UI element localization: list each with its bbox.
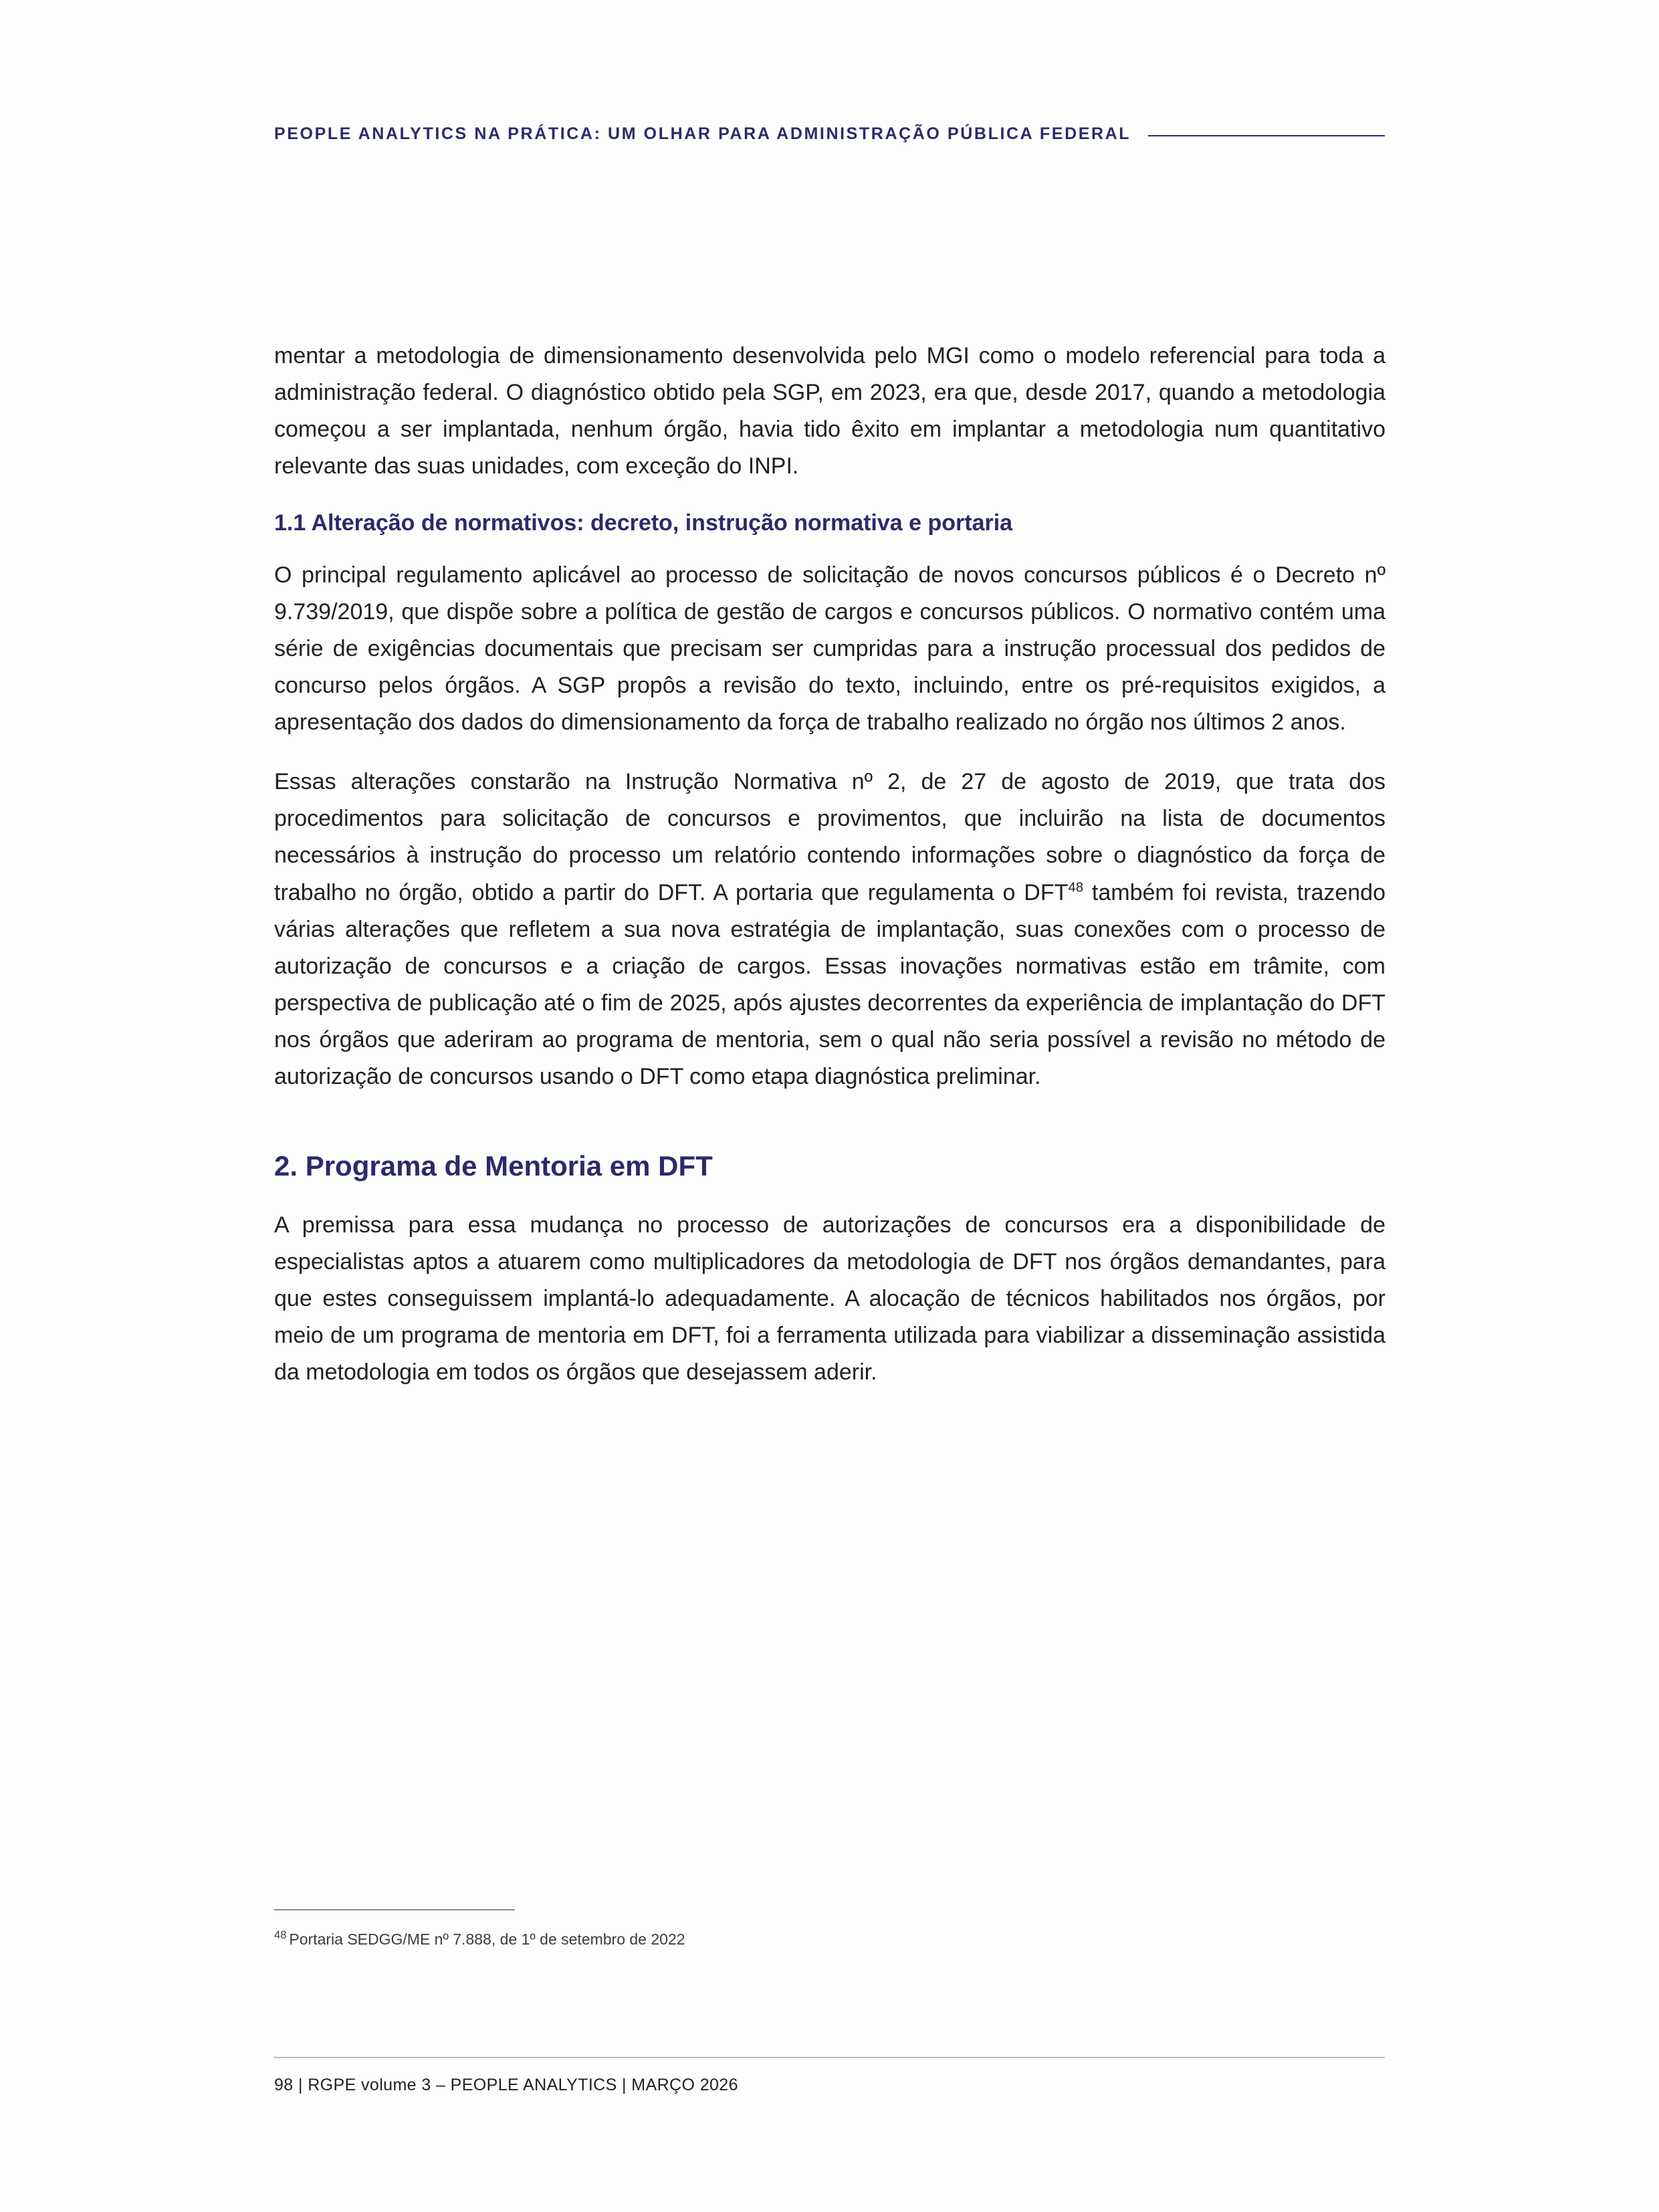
paragraph-1: mentar a metodologia de dimensionamento desenvolvida pelo MGI como o modelo referencial para toda a administração federal. O diagnóstico obtido pela SGP, em 2023, era que, desde 2017, quando a metodologia começou a ser implantada, nenhum órgão, havia tido êxito em implantar a metodologia num quantitativo relevante das suas unidades, com exceção do INPI. xyxy=(274,343,1386,479)
footnote-48 xyxy=(274,1928,1386,1951)
footnote-marker: 48 xyxy=(274,1928,287,1942)
footnote-area xyxy=(274,1909,1386,1951)
running-head-text: PEOPLE ANALYTICS NA PRÁTICA: UM OLHAR PARA ADMINISTRAÇÃO PÚBLICA FEDERAL xyxy=(274,124,1131,143)
footnote-text: Portaria SEDGG/ME nº 7.888, de 1º de setembro de 2022 xyxy=(289,1930,685,1948)
footer-text: 98 | RGPE volume 3 – PEOPLE ANALYTICS | MARÇO 2026 xyxy=(274,2076,738,2094)
footnote-reference-48[interactable]: 48 xyxy=(1068,880,1084,895)
subsection-heading-1-1: 1.1 Alteração de normativos: decreto, instrução normativa e portaria xyxy=(274,510,1013,536)
page-content xyxy=(274,338,1386,1414)
running-head-rule xyxy=(1148,135,1385,136)
paragraph-3-part-2: também foi revista, trazendo várias alterações que refletem a sua nova estratégia de implantação, suas conexões com o processo de autorização de concursos e a criação de cargos. Essas inovações normativas estão em trâmite, com perspectiva de publicação até o fim de 2025, após ajustes decorrentes da experiência de implantação do DFT nos órgãos que aderiram ao programa de mentoria, sem o qual não seria possível a revisão no método de autorização de concursos usando o DFT como etapa diagnóstica preliminar. xyxy=(274,879,1386,1089)
paragraph-3 xyxy=(274,764,1386,1095)
footer-divider xyxy=(274,2057,1385,2058)
paragraph-4: A premissa para essa mudança no processo de autorizações de concursos era a disponibilidade de especialistas aptos a atuarem como multiplicadores da metodologia de DFT nos órgãos demandantes, para que estes conseguissem implantá-lo adequadamente. A alocação de técnicos habilitados nos órgãos, por meio de um programa de mentoria em DFT, foi a ferramenta utilizada para viabilizar a disseminação assistida da metodologia em todos os órgãos que desejassem aderir. xyxy=(274,1212,1386,1385)
section-heading-2: 2. Programa de Mentoria em DFT xyxy=(274,1150,713,1182)
page-footer xyxy=(274,2057,1385,2095)
paragraph-3-part-1: Essas alterações constarão na Instrução Normativa nº 2, de 27 de agosto de 2019, que trata dos procedimentos para solicitação de concursos e provimentos, que incluirão na lista de documentos necessários à instrução do processo um relatório contendo informações sobre o diagnóstico da força de trabalho no órgão, obtido a partir do DFT. A portaria que regulamenta o DFT xyxy=(274,769,1386,905)
paragraph-2: O principal regulamento aplicável ao processo de solicitação de novos concursos públicos é o Decreto nº 9.739/2019, que dispõe sobre a política de gestão de cargos e concursos públicos. O normativo contém uma série de exigências documentais que precisam ser cumpridas para a instrução processual dos pedidos de concurso pelos órgãos. A SGP propôs a revisão do texto, incluindo, entre os pré-requisitos exigidos, a apresentação dos dados do dimensionamento da força de trabalho realizado no órgão nos últimos 2 anos. xyxy=(274,562,1386,736)
footnote-divider xyxy=(274,1909,515,1910)
running-head xyxy=(274,124,1385,144)
